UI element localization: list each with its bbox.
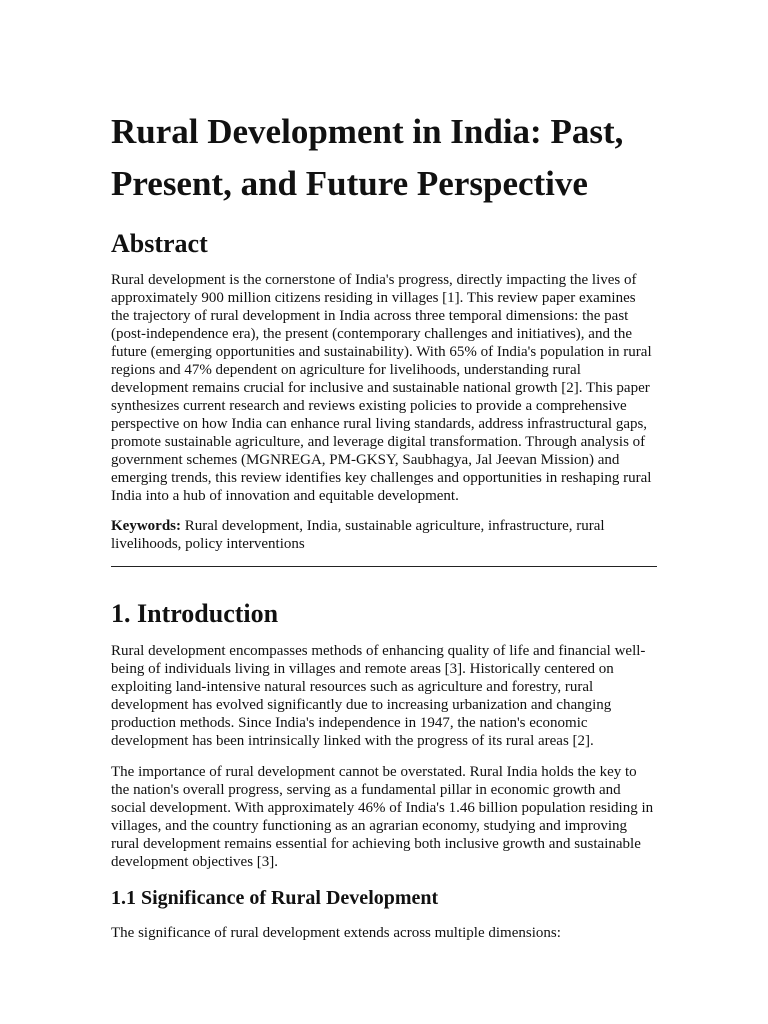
introduction-paragraph-1: Rural development encompasses methods of enhancing quality of life and financial well-being of individuals living in villages and remote areas [3]. Historically centered on exploiting land-intensive natural resources such as agriculture and forestry, rural development has evolved significantly due to increasing urbanization and changing production methods. Since India's independence in 1947, the nation's economic development has been intrinsically linked with the progress of its rural areas [2].	[111, 643, 646, 749]
section-divider	[111, 566, 657, 567]
paper-body	[111, 106, 657, 942]
keywords-label: Keywords:	[111, 518, 181, 534]
keywords-line	[111, 517, 657, 553]
abstract-heading: Abstract	[111, 229, 208, 258]
abstract-text: Rural development is the cornerstone of India's progress, directly impacting the lives of approximately 900 million citizens residing in villages [1]. This review paper examines the trajectory of rural development in India across three temporal dimensions: the past (post-independence era), the present (contemporary challenges and initiatives), and the future (emerging opportunities and sustainability). With 65% of India's population in rural regions and 47% dependent on agriculture for livelihoods, understanding rural development remains crucial for inclusive and sustainable national growth [2]. This paper synthesizes current research and reviews existing policies to provide a comprehensive perspective on how India can enhance rural living standards, address infrastructural gaps, promote sustainable agriculture, and leverage digital transformation. Through analysis of government schemes (MGNREGA, PM-GKSY, Saubhagya, Jal Jeevan Mission) and emerging trends, this review identifies key challenges and opportunities in reshaping rural India into a hub of innovation and equitable development.	[111, 272, 652, 504]
keywords-text: Rural development, India, sustainable agriculture, infrastructure, rural livelihoods, policy interventions	[111, 518, 605, 552]
paper-title: Rural Development in India: Past, Present, and Future Perspective	[111, 112, 624, 203]
introduction-paragraph-2: The importance of rural development cannot be overstated. Rural India holds the key to the nation's overall progress, serving as a fundamental pillar in economic growth and social development. With approximately 46% of India's 1.46 billion population residing in villages, and the country functioning as an agrarian economy, studying and improving rural development remains essential for achieving both inclusive growth and sustainable development objectives [3].	[111, 764, 654, 870]
significance-text: The significance of rural development extends across multiple dimensions:	[111, 925, 561, 941]
significance-heading: 1.1 Significance of Rural Development	[111, 887, 439, 909]
introduction-heading: 1. Introduction	[111, 599, 279, 628]
